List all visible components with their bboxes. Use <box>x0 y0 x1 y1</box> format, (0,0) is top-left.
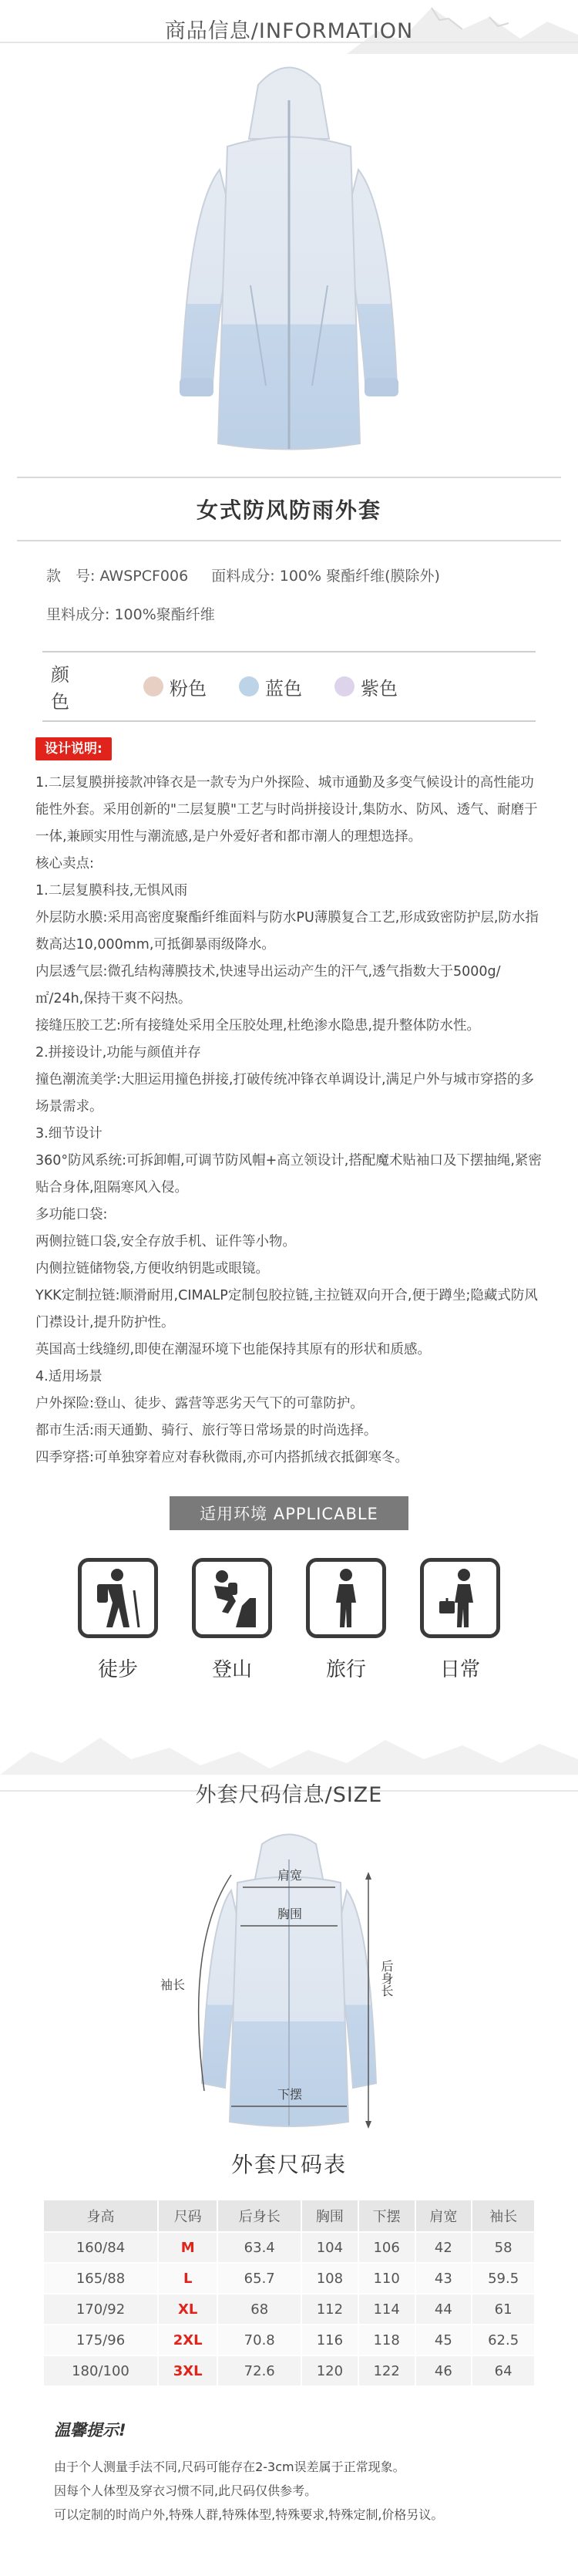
env-label: 徒步 <box>97 1658 138 1681</box>
color-label: 颜 色 <box>51 664 134 713</box>
fabric-label: 面料成分: <box>211 568 275 585</box>
size-cell: 120 <box>301 2355 358 2386</box>
color-dot-purple <box>334 676 355 696</box>
size-row <box>43 2325 535 2355</box>
lining-value: 100%聚酯纤维 <box>114 606 215 623</box>
env-travel <box>306 1558 386 1682</box>
color-dot-pink <box>143 676 163 696</box>
size-table-header <box>43 2200 535 2232</box>
size-cell: 118 <box>358 2325 415 2355</box>
color-name: 粉色 <box>170 677 207 700</box>
measurement-diagram <box>0 1829 578 2137</box>
briefcase-walk-icon <box>420 1558 500 1638</box>
product-image <box>0 54 578 455</box>
product-specs <box>0 541 578 634</box>
applicable-banner: 适用环境 APPLICABLE <box>170 1496 408 1530</box>
tip-line: 可以定制的时尚户外,特殊人群,特殊体型,特殊要求,特殊定制,价格另议。 <box>54 2507 444 2522</box>
fabric-value: 100% 聚酯纤维(膜除外) <box>279 568 440 585</box>
size-cell: L <box>158 2263 217 2294</box>
climbing-icon <box>192 1558 272 1638</box>
description-paragraph: 2.拼接设计,功能与颜值并存 <box>35 1045 201 1060</box>
size-row <box>43 2232 535 2263</box>
size-cell: 114 <box>358 2294 415 2325</box>
description-paragraph: 多功能口袋: <box>35 1207 108 1222</box>
size-row <box>43 2355 535 2386</box>
env-daily <box>420 1558 500 1682</box>
size-cell: 116 <box>301 2325 358 2355</box>
env-climbing <box>192 1558 272 1682</box>
size-column-header: 下摆 <box>358 2200 415 2232</box>
model-value: AWSPCF006 <box>99 568 189 585</box>
section-title: 商品信息/INFORMATION <box>164 19 414 43</box>
measure-chest: 胸围 <box>277 1907 303 1921</box>
size-cell: 44 <box>415 2294 472 2325</box>
color-swatch-pink[interactable] <box>143 673 207 700</box>
size-cell: 68 <box>217 2294 301 2325</box>
size-column-header: 胸围 <box>301 2200 358 2232</box>
size-cell: 45 <box>415 2325 472 2355</box>
hiking-icon <box>78 1558 158 1638</box>
description-paragraph: 内层透气层:微孔结构薄膜技术,快速导出运动产生的汗气,透气指数大于5000g/㎡/24h,保持干爽不闷热。 <box>35 964 501 1006</box>
size-cell: 106 <box>358 2232 415 2263</box>
description-paragraph: 两侧拉链口袋,安全存放手机、证件等小物。 <box>35 1234 297 1249</box>
description-paragraph: 撞色潮流美学:大胆运用撞色拼接,打破传统冲锋衣单调设计,满足户外与城市穿搭的多场景需求。 <box>35 1072 535 1114</box>
size-cell: 110 <box>358 2263 415 2294</box>
size-table <box>42 2199 536 2387</box>
size-cell: 175/96 <box>43 2325 158 2355</box>
tips-title: 温馨提示! <box>54 2421 126 2439</box>
size-cell: 112 <box>301 2294 358 2325</box>
description-paragraphs <box>35 770 543 1472</box>
measure-back: 后身长 <box>379 1960 394 1997</box>
size-cell: 108 <box>301 2263 358 2294</box>
description-paragraph: 英国高士线缝纫,即使在潮湿环境下也能保持其原有的形状和质感。 <box>35 1342 432 1357</box>
size-cell: 170/92 <box>43 2294 158 2325</box>
color-swatch-blue[interactable] <box>239 673 302 700</box>
size-cell: 104 <box>301 2232 358 2263</box>
size-cell: 2XL <box>158 2325 217 2355</box>
description-paragraph: 户外探险:登山、徒步、露营等恶劣天气下的可靠防护。 <box>35 1396 364 1411</box>
size-table-body <box>43 2232 535 2386</box>
lining-label: 里料成分: <box>46 606 110 623</box>
size-cell: 180/100 <box>43 2355 158 2386</box>
size-column-header: 后身长 <box>217 2200 301 2232</box>
environment-icons <box>0 1558 578 1682</box>
size-column-header: 袖长 <box>472 2200 535 2232</box>
measure-sleeve: 袖长 <box>160 1978 186 1992</box>
tip-line: 由于个人测量手法不同,尺码可能存在2-3cm误差属于正常现象。 <box>54 2460 405 2474</box>
product-name: 女式防风防雨外套 <box>17 477 561 541</box>
description-paragraph: YKK定制拉链:顺滑耐用,CIMALP定制包胶拉链,主拉链双向开合,便于蹲坐;隐藏式防风门襟设计,提升防护性。 <box>35 1288 538 1330</box>
size-cell: 72.6 <box>217 2355 301 2386</box>
color-swatch-purple[interactable] <box>334 673 398 700</box>
tip-line: 因每个人体型及穿衣习惯不同,此尺码仅供参考。 <box>54 2483 318 2498</box>
description-paragraph: 都市生活:雨天通勤、骑行、旅行等日常场景的时尚选择。 <box>35 1423 378 1438</box>
description-paragraph: 4.适用场景 <box>35 1369 102 1384</box>
size-row <box>43 2294 535 2325</box>
size-cell: 70.8 <box>217 2325 301 2355</box>
description-paragraph: 1.二层复膜拼接款冲锋衣是一款专为户外探险、城市通勤及多变气候设计的高性能功能性外套。采用创新的"二层复膜"工艺与时尚拼接设计,集防水、防风、透气、耐磨于一体,兼顾实用性与潮流感,是户外爱好者和都市潮人的理想选择。 <box>35 775 538 845</box>
size-column-header: 身高 <box>43 2200 158 2232</box>
size-cell: 46 <box>415 2355 472 2386</box>
color-dot-blue <box>239 676 259 696</box>
info-header <box>0 0 578 54</box>
walking-icon <box>306 1558 386 1638</box>
description-paragraph: 内侧拉链储物袋,方便收纳钥匙或眼镜。 <box>35 1261 270 1276</box>
size-cell: 64 <box>472 2355 535 2386</box>
size-cell: 42 <box>415 2232 472 2263</box>
env-hiking <box>78 1558 158 1682</box>
size-cell: 165/88 <box>43 2263 158 2294</box>
description-paragraph: 核心卖点: <box>35 856 94 872</box>
description-paragraph: 1.二层复膜科技,无惧风雨 <box>35 883 188 899</box>
model-label: 款 号: <box>46 568 96 585</box>
measure-shoulder: 肩宽 <box>277 1868 303 1883</box>
jacket-illustration <box>158 54 420 455</box>
design-tag: 设计说明: <box>35 737 112 760</box>
size-row <box>43 2263 535 2294</box>
size-cell: 65.7 <box>217 2263 301 2294</box>
color-name: 蓝色 <box>265 677 302 700</box>
size-cell: 3XL <box>158 2355 217 2386</box>
color-options <box>0 652 578 720</box>
env-label: 日常 <box>439 1658 480 1681</box>
env-label: 登山 <box>211 1658 252 1681</box>
env-label: 旅行 <box>325 1658 366 1681</box>
design-description <box>0 722 578 1472</box>
description-paragraph: 四季穿搭:可单独穿着应对春秋微雨,亦可内搭抓绒衣抵御寒冬。 <box>35 1450 408 1465</box>
size-cell: M <box>158 2232 217 2263</box>
description-paragraph: 3.细节设计 <box>35 1126 102 1141</box>
size-cell: 61 <box>472 2294 535 2325</box>
size-cell: 63.4 <box>217 2232 301 2263</box>
tips <box>0 2387 578 2527</box>
measure-hem: 下摆 <box>277 2087 303 2102</box>
description-paragraph: 外层防水膜:采用高密度聚酯纤维面料与防水PU薄膜复合工艺,形成致密防护层,防水指数高达10,000mm,可抵御暴雨级降水。 <box>35 910 539 953</box>
size-cell: 58 <box>472 2232 535 2263</box>
size-cell: 160/84 <box>43 2232 158 2263</box>
size-cell: 59.5 <box>472 2263 535 2294</box>
size-cell: XL <box>158 2294 217 2325</box>
size-cell: 62.5 <box>472 2325 535 2355</box>
size-title: 外套尺码信息/SIZE <box>195 1783 383 1807</box>
size-table-title: 外套尺码表 <box>230 2152 347 2177</box>
size-column-header: 肩宽 <box>415 2200 472 2232</box>
size-cell: 43 <box>415 2263 472 2294</box>
description-paragraph: 360°防风系统:可拆卸帽,可调节防风帽+高立领设计,搭配魔术贴袖口及下摆抽绳,紧密贴合身体,阻隔寒风入侵。 <box>35 1153 542 1195</box>
color-name: 紫色 <box>361 677 398 700</box>
description-paragraph: 接缝压胶工艺:所有接缝处采用全压胶处理,杜绝渗水隐患,提升整体防水性。 <box>35 1018 481 1033</box>
size-cell: 122 <box>358 2355 415 2386</box>
size-header <box>0 1728 578 1829</box>
size-column-header: 尺码 <box>158 2200 217 2232</box>
